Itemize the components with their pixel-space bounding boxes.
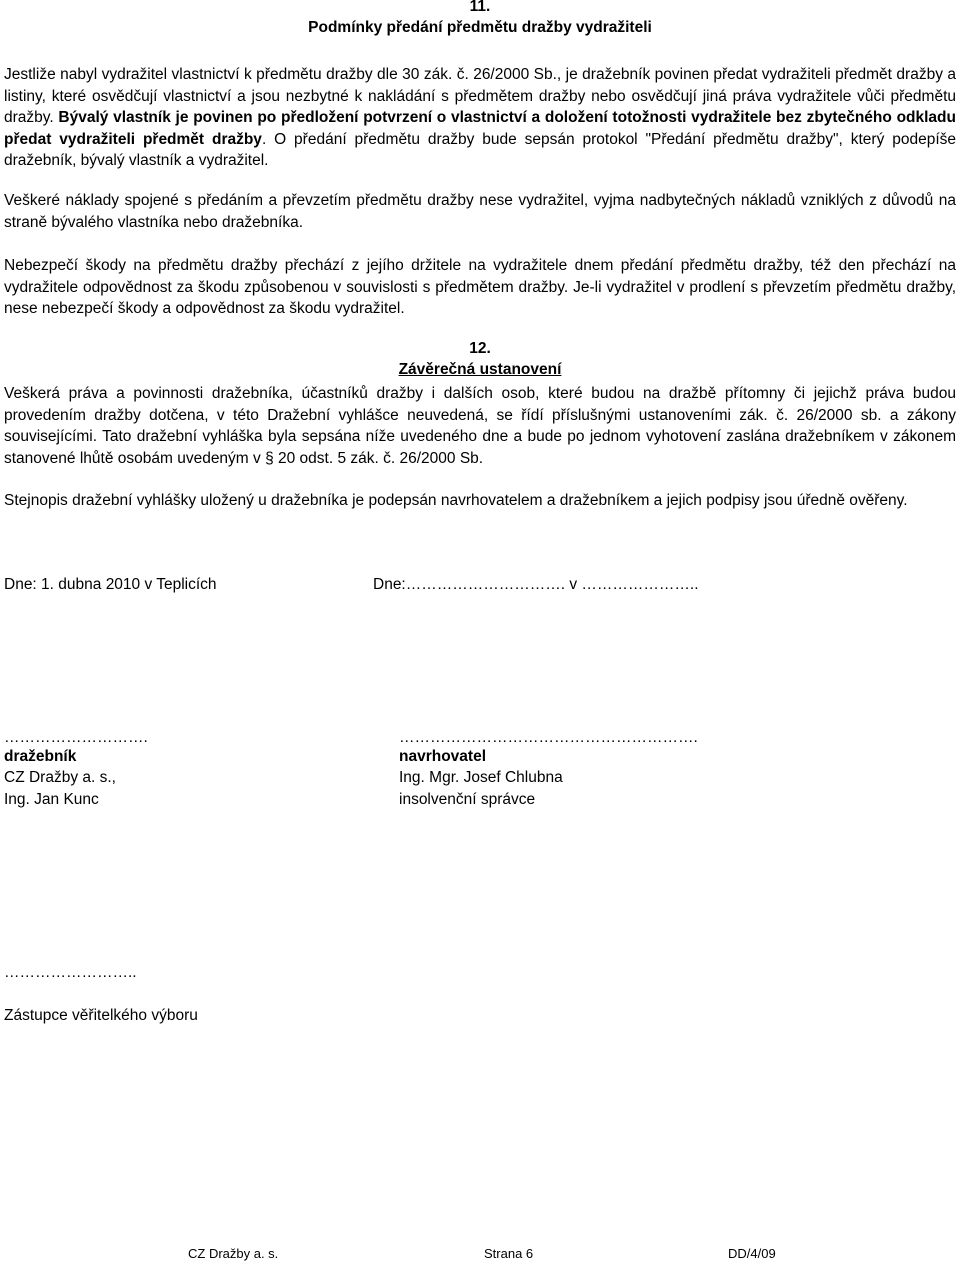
date-place-right: Dne:…………………………. v ………………….. [373,576,699,593]
signature-title: insolvenční správce [399,791,536,808]
footer-page-number: Strana 6 [484,1246,534,1261]
section-11-paragraph-1 [4,64,956,172]
section-12-number: 12. [469,340,491,357]
signature-line: ………………………. [4,729,148,746]
section-12-paragraph-1: Veškerá práva a povinnosti dražebníka, účastníků dražby i dalších osob, které budou na dražbě přítomny či jejichž práva budou provedením dražby dotčena, v této Dražební vyhlášce neuvedená, se řídí příslušnými ustanoveními zák. č. 26/2000 sb. a zákony souvisejícími. Tato dražební vyhláška byla sepsána níže uvedeného dne a bude po jednom vyhotovení zaslána dražebníkem v zákonem stanovené lhůtě osobám uvedeným v § 20 odst. 5 zák. č. 26/2000 Sb. [4,385,956,467]
section-12-paragraph-2: Stejnopis dražební vyhlášky uložený u dražebníka je podepsán navrhovatelem a dražebníkem a jejich podpisy jsou úředně ověřeny. [4,492,908,509]
date-place-left: Dne: 1. dubna 2010 v Teplicích [4,576,217,593]
signature-name: Ing. Jan Kunc [4,791,99,808]
signature-name: Ing. Mgr. Josef Chlubna [399,769,563,786]
paragraph-1-bold-text: Bývalý vlastník je povinen po předložení potvrzení o vlastnictví a doložení totožnosti vydražitele bez zbytečného odkladu předat vydražiteli předmět dražby [4,109,956,148]
signature-label: Zástupce věřitelkého výboru [4,1007,198,1024]
paragraph-1-tail-text: . O předání předmětu dražby bude sepsán protokol "Předání předmětu dražby", který podepíše dražebník, bývalý vlastník a vydražitel. [4,130,956,169]
signature-role: navrhovatel [399,748,487,765]
section-11-title: Podmínky předání předmětu dražby vydražiteli [308,19,652,36]
signature-line: …………………………………………………. [399,729,698,746]
footer-document-code: DD/4/09 [728,1246,776,1261]
section-11-paragraph-2: Veškeré náklady spojené s předáním a převzetím předmětu dražby nese vydražitel, vyjma nadbytečných nákladů vzniklých z důvodů na straně bývalého vlastníka nebo dražebníka. [4,192,956,231]
section-11-paragraph-3: Nebezpečí škody na předmětu dražby přechází z jejího držitele na vydražitele dnem předání předmětu dražby, též den přechází na vydražitele odpovědnost za škodu způsobenou v souvislosti s předmětem dražby. Je-li vydražitel v prodlení s převzetím předmětu dražby, nese nebezpečí škody a odpovědnost za škodu vydražitel. [4,257,956,317]
signature-role: dražebník [4,748,77,765]
paragraph-1-text: Jestliže nabyl vydražitel vlastnictví k předmětu dražby dle 30 zák. č. 26/2000 Sb., je dražebník povinen předat vydražiteli předmět dražby a listiny, které osvědčují vlastnictví a jsou nezbytné k nakládání s předmětem dražby nebo osvědčují jiná práva vydražitele vůči předmětu dražby. [4,66,956,126]
signature-company: CZ Dražby a. s., [4,769,116,786]
footer-company: CZ Dražby a. s. [188,1246,279,1261]
section-11-number: 11. [469,0,491,15]
signature-line: …………………….. [4,964,137,981]
section-12-title: Závěrečná ustanovení [398,361,562,378]
